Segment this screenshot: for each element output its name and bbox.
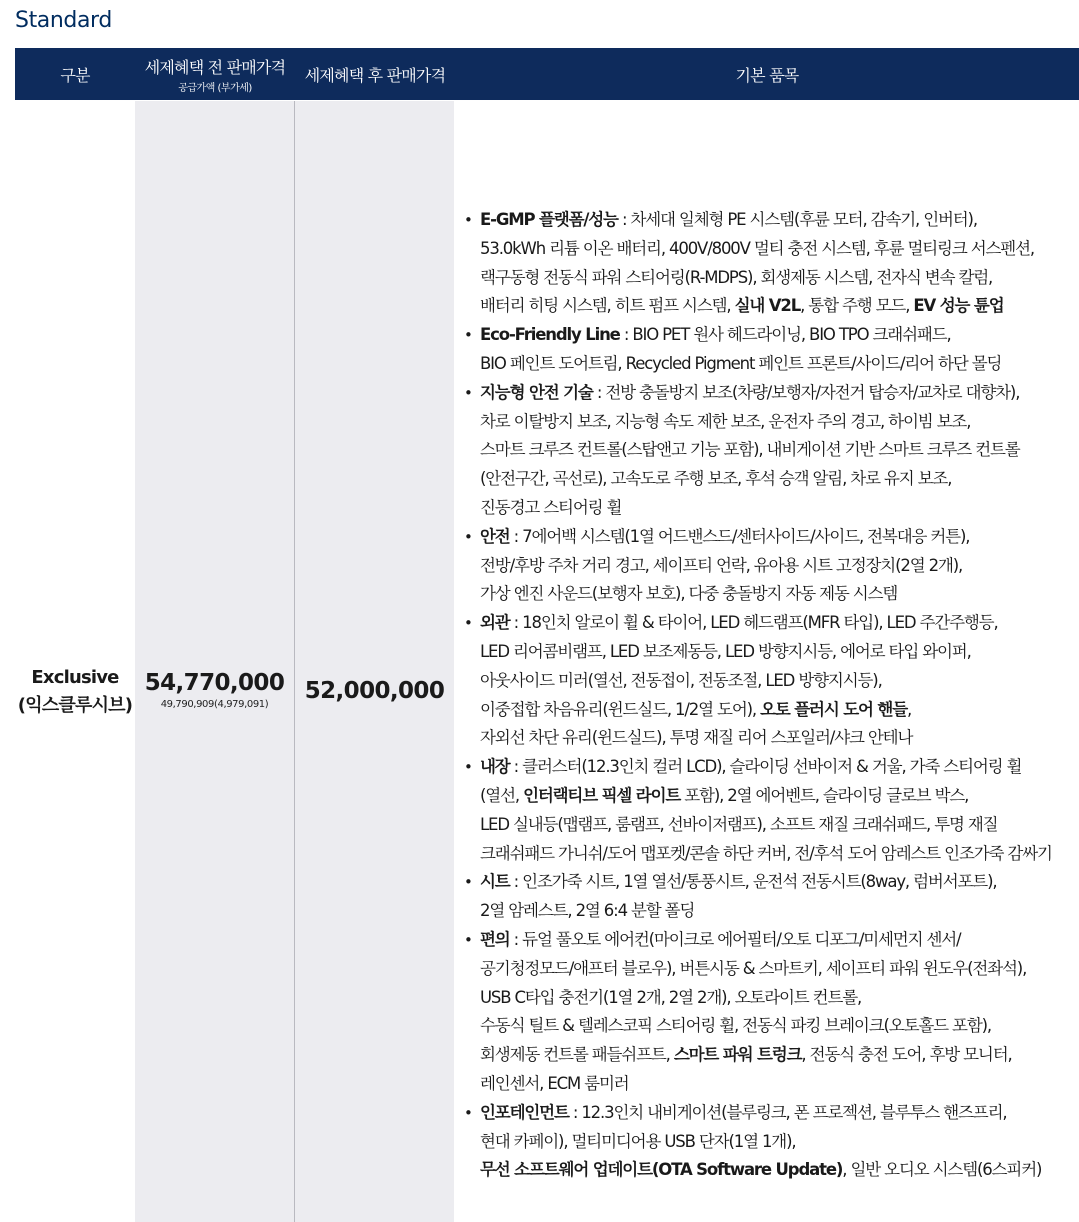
feature-line bbox=[480, 609, 1079, 638]
feature-line bbox=[480, 1012, 1079, 1041]
feature-item bbox=[462, 753, 1079, 868]
header-price-before-sublabel: 공급가액 (부가세) bbox=[178, 82, 252, 94]
feature-text: : 차세대 일체형 PE 시스템(후륜 모터, 감속기, 인버터), bbox=[617, 210, 977, 229]
feature-item bbox=[462, 523, 1079, 609]
feature-line bbox=[480, 235, 1079, 264]
feature-line bbox=[480, 696, 1079, 725]
feature-line bbox=[480, 667, 1079, 696]
feature-highlight: 편의 bbox=[480, 929, 510, 949]
feature-line bbox=[480, 321, 1079, 350]
feature-line bbox=[480, 552, 1079, 581]
price-after-column bbox=[295, 101, 454, 1222]
feature-line bbox=[480, 523, 1079, 552]
feature-highlight: 오토 플러시 도어 핸들 bbox=[760, 699, 907, 719]
header-features-label: 기본 품목 bbox=[735, 65, 799, 85]
feature-line bbox=[480, 292, 1079, 321]
feature-highlight: 시트 bbox=[480, 872, 510, 892]
feature-text: (열선, bbox=[480, 785, 524, 805]
feature-line bbox=[480, 724, 1079, 753]
price-before-cell bbox=[135, 668, 294, 710]
feature-text: : 듀얼 풀오토 에어컨(마이크로 에어필터/오토 디포그/미세먼지 센서/ bbox=[509, 929, 961, 949]
feature-text: : 클러스터(12.3인치 컬러 LCD), 슬라이딩 선바이저 & 거울, 가죽 스티어링 휠 bbox=[509, 757, 1022, 777]
price-after-value: 52,000,000 bbox=[304, 678, 445, 704]
feature-item bbox=[462, 321, 1079, 379]
feature-text: USB C타입 충전기(1열 2개, 2열 2개), 오토라이트 컨트롤, bbox=[480, 987, 862, 1007]
feature-line bbox=[480, 811, 1079, 840]
price-before-detail: 49,790,909(4,979,091) bbox=[160, 699, 269, 710]
feature-item bbox=[462, 868, 1079, 926]
feature-text: 진동경고 스티어링 휠 bbox=[480, 497, 622, 517]
feature-text: 아웃사이드 미러(열선, 전동접이, 전동조절, LED 방향지시등), bbox=[480, 670, 882, 690]
feature-line bbox=[480, 1156, 1079, 1185]
feature-line bbox=[480, 840, 1079, 869]
feature-text: 자외선 차단 유리(윈드실드), 투명 재질 리어 스포일러/샤크 안테나 bbox=[480, 728, 913, 748]
header-price-before bbox=[135, 48, 295, 100]
feature-text: 전방/후방 주차 거리 경고, 세이프티 언락, 유아용 시트 고정장치(2열 2개), bbox=[480, 555, 963, 575]
feature-text: 2열 암레스트, 2열 6:4 분할 폴딩 bbox=[480, 901, 695, 921]
feature-text: : 18인치 알로이 휠 & 타이어, LED 헤드램프(MFR 타입), LED 주간주행등, bbox=[509, 613, 998, 633]
header-category-label: 구분 bbox=[60, 65, 90, 85]
header-features bbox=[455, 48, 1079, 100]
feature-text: 가상 엔진 사운드(보행자 보호), 다중 충돌방지 자동 제동 시스템 bbox=[480, 584, 898, 604]
feature-text: 현대 카페이), 멀티미디어용 USB 단자(1열 1개), bbox=[480, 1131, 796, 1151]
trim-name-en: Exclusive bbox=[31, 667, 119, 688]
feature-item bbox=[462, 206, 1079, 321]
feature-text: 이중접합 차음유리(윈드실드, 1/2열 도어), bbox=[480, 699, 761, 719]
feature-item bbox=[462, 926, 1079, 1099]
feature-line bbox=[480, 868, 1079, 897]
feature-text: 크래쉬패드 가니쉬/도어 맵포켓/콘솔 하단 커버, 전/후석 도어 암레스트 인조가죽 감싸기 bbox=[480, 843, 1052, 863]
feature-line bbox=[480, 264, 1079, 293]
feature-text: , 통합 주행 모드, bbox=[800, 296, 914, 316]
trim-name bbox=[15, 664, 135, 720]
feature-line bbox=[480, 379, 1079, 408]
feature-line bbox=[480, 1099, 1079, 1128]
feature-line bbox=[480, 1041, 1079, 1070]
feature-item bbox=[462, 609, 1079, 753]
feature-highlight: 인터랙티브 픽셀 라이트 bbox=[523, 785, 681, 805]
section-title: Standard bbox=[15, 8, 112, 33]
feature-highlight: Eco-Friendly Line bbox=[480, 325, 620, 345]
feature-line bbox=[480, 580, 1079, 609]
trim-name-ko: (익스클루시브) bbox=[17, 695, 133, 716]
feature-text: , 일반 오디오 시스템(6스피커) bbox=[842, 1160, 1042, 1180]
feature-text: 수동식 틸트 & 텔레스코픽 스티어링 휠, 전동식 파킹 브레이크(오토홀드 포함), bbox=[480, 1016, 992, 1036]
feature-text: LED 실내등(맵램프, 룸램프, 선바이저램프), 소프트 재질 크래쉬패드, 투명 재질 bbox=[480, 814, 998, 834]
column-divider bbox=[294, 101, 295, 1222]
feature-text: 레인센서, ECM 룸미러 bbox=[480, 1073, 629, 1093]
feature-text: 53.0kWh 리튬 이온 배터리, 400V/800V 멀티 충전 시스템, 후륜 멀티링크 서스펜션, bbox=[480, 238, 1034, 258]
feature-text: 차로 이탈방지 보조, 지능형 속도 제한 보조, 운전자 주의 경고, 하이빔 보조, bbox=[480, 411, 971, 431]
feature-line bbox=[480, 436, 1079, 465]
feature-text: : 전방 충돌방지 보조(차량/보행자/자전거 탑승자/교차로 대향차), bbox=[592, 382, 1020, 402]
price-before-column bbox=[135, 101, 294, 1222]
feature-line bbox=[480, 984, 1079, 1013]
header-price-after-label: 세제혜택 후 판매가격 bbox=[304, 65, 446, 85]
feature-highlight: E-GMP 플랫폼/성능 bbox=[480, 210, 618, 229]
feature-line bbox=[480, 494, 1079, 523]
feature-line bbox=[480, 350, 1079, 379]
feature-text: , 전동식 충전 도어, 후방 모니터, bbox=[801, 1045, 1012, 1065]
feature-text: : 12.3인치 내비게이션(블루링크, 폰 프로젝션, 블루투스 핸즈프리, bbox=[568, 1102, 1007, 1122]
price-before-value: 54,770,000 bbox=[144, 670, 285, 696]
feature-highlight: 무선 소프트웨어 업데이트(OTA Software Update) bbox=[480, 1160, 843, 1180]
feature-text: 스마트 크루즈 컨트롤(스탑앤고 기능 포함), 내비게이션 기반 스마트 크루즈 컨트롤 bbox=[480, 440, 1020, 460]
header-category bbox=[15, 48, 135, 100]
feature-line bbox=[480, 408, 1079, 437]
feature-list bbox=[462, 206, 1079, 1185]
feature-text: BIO 페인트 도어트림, Recycled Pigment 페인트 프론트/사이드/리어 하단 몰딩 bbox=[480, 353, 1002, 373]
feature-text: 회생제동 컨트롤 패들쉬프트, bbox=[480, 1045, 674, 1065]
feature-text: LED 리어콤비램프, LED 보조제동등, LED 방향지시등, 에어로 타입 와이퍼, bbox=[480, 641, 971, 661]
feature-text: 포함), 2열 에어벤트, 슬라이딩 글로브 박스, bbox=[680, 785, 969, 805]
feature-line bbox=[480, 1070, 1079, 1099]
feature-text: : 인조가죽 시트, 1열 열선/통풍시트, 운전석 전동시트(8way, 럼버서포트), bbox=[509, 872, 997, 892]
feature-line bbox=[480, 782, 1079, 811]
feature-highlight: 스마트 파워 트렁크 bbox=[673, 1045, 802, 1065]
feature-text: : 7에어백 시스템(1열 어드밴스드/센터사이드/사이드, 전복대응 커튼), bbox=[509, 526, 970, 546]
feature-highlight: 실내 V2L bbox=[734, 296, 801, 316]
header-price-after bbox=[295, 48, 455, 100]
feature-line bbox=[480, 1128, 1079, 1157]
feature-line bbox=[480, 897, 1079, 926]
feature-text: (안전구간, 곡선로), 고속도로 주행 보조, 후석 승객 알림, 차로 유지 보조, bbox=[480, 469, 952, 489]
feature-highlight: 안전 bbox=[480, 526, 510, 546]
feature-line bbox=[480, 926, 1079, 955]
feature-text: 공기청정모드/애프터 블로우), 버튼시동 & 스마트키, 세이프티 파워 윈도우(전좌석), bbox=[480, 958, 1027, 978]
feature-highlight: 인포테인먼트 bbox=[480, 1102, 569, 1122]
feature-line bbox=[480, 206, 1079, 235]
feature-highlight: 외관 bbox=[480, 613, 510, 633]
feature-text: : BIO PET 원사 헤드라이닝, BIO TPO 크래쉬패드, bbox=[619, 325, 951, 345]
feature-line bbox=[480, 753, 1079, 782]
header-price-before-label: 세제혜택 전 판매가격 bbox=[144, 57, 286, 77]
feature-highlight: EV 성능 튠업 bbox=[913, 296, 1004, 316]
feature-text: , bbox=[906, 699, 912, 719]
feature-line bbox=[480, 465, 1079, 494]
feature-item bbox=[462, 379, 1079, 523]
feature-highlight: 지능형 안전 기술 bbox=[480, 382, 593, 402]
feature-text: 배터리 히팅 시스템, 히트 펌프 시스템, bbox=[480, 296, 735, 316]
feature-item bbox=[462, 1099, 1079, 1185]
feature-line bbox=[480, 955, 1079, 984]
feature-line bbox=[480, 638, 1079, 667]
table-header bbox=[15, 48, 1079, 100]
feature-highlight: 내장 bbox=[480, 757, 510, 777]
feature-text: 랙구동형 전동식 파워 스티어링(R-MDPS), 회생제동 시스템, 전자식 변속 칼럼, bbox=[480, 267, 993, 287]
